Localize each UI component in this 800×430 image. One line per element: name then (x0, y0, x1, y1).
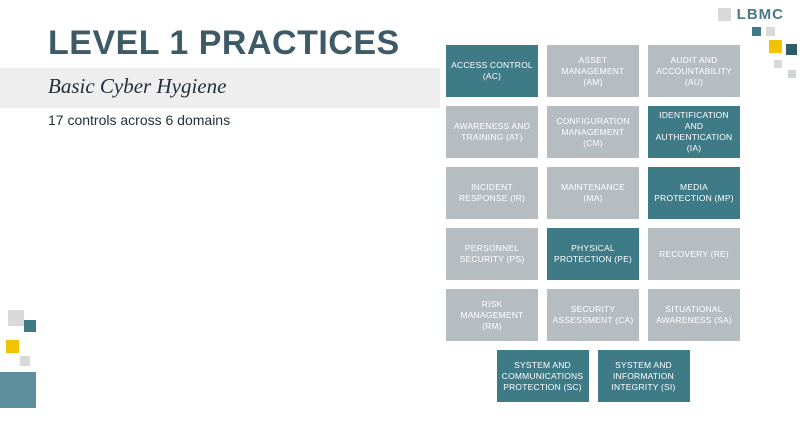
domain-tile-pe[interactable]: PHYSICAL PROTECTION (PE) (547, 228, 639, 280)
domain-row (446, 167, 740, 219)
domain-grid (446, 45, 740, 411)
deco-square-6 (788, 70, 796, 78)
deco-square-11 (20, 356, 30, 366)
page-subtitle: Basic Cyber Hygiene (48, 74, 227, 98)
domain-row (446, 228, 740, 280)
domain-row (446, 289, 740, 341)
domain-tile-sc[interactable]: SYSTEM AND COMMUNICATIONS PROTECTION (SC) (497, 350, 589, 402)
deco-square-8 (24, 320, 36, 332)
domain-tile-cm[interactable]: CONFIGURATION MANAGEMENT (CM) (547, 106, 639, 158)
domain-tile-au[interactable]: AUDIT AND ACCOUNTABILITY (AU) (648, 45, 740, 97)
domain-tile-ia[interactable]: IDENTIFICATION AND AUTHENTICATION (IA) (648, 106, 740, 158)
deco-square-1 (752, 27, 761, 36)
domain-tile-ca[interactable]: SECURITY ASSESSMENT (CA) (547, 289, 639, 341)
domain-tile-ir[interactable]: INCIDENT RESPONSE (IR) (446, 167, 538, 219)
domain-row (446, 45, 740, 97)
domain-tile-ac[interactable]: ACCESS CONTROL (AC) (446, 45, 538, 97)
domain-tile-si[interactable]: SYSTEM AND INFORMATION INTEGRITY (SI) (598, 350, 690, 402)
deco-square-10 (0, 372, 36, 408)
deco-square-3 (769, 40, 782, 53)
controls-summary-text: 17 controls across 6 domains (48, 112, 231, 128)
logo-square-icon (718, 8, 731, 21)
domain-row (446, 106, 740, 158)
page-title: LEVEL 1 PRACTICES (48, 24, 400, 62)
deco-square-2 (766, 27, 775, 36)
domain-tile-sa[interactable]: SITUATIONAL AWARENESS (SA) (648, 289, 740, 341)
domain-tile-rm[interactable]: RISK MANAGEMENT (RM) (446, 289, 538, 341)
domain-tile-ma[interactable]: MAINTENANCE (MA) (547, 167, 639, 219)
deco-square-7 (8, 310, 24, 326)
domain-tile-mp[interactable]: MEDIA PROTECTION (MP) (648, 167, 740, 219)
domain-tile-re[interactable]: RECOVERY (RE) (648, 228, 740, 280)
domain-tile-am[interactable]: ASSET MANAGEMENT (AM) (547, 45, 639, 97)
deco-square-5 (774, 60, 782, 68)
domain-tile-at[interactable]: AWARENESS AND TRAINING (AT) (446, 106, 538, 158)
logo-text: LBMC (736, 6, 784, 23)
deco-square-9 (6, 340, 19, 353)
deco-square-4 (786, 44, 797, 55)
domain-row (446, 350, 740, 402)
domain-tile-ps[interactable]: PERSONNEL SECURITY (PS) (446, 228, 538, 280)
lbmc-logo (718, 6, 784, 23)
